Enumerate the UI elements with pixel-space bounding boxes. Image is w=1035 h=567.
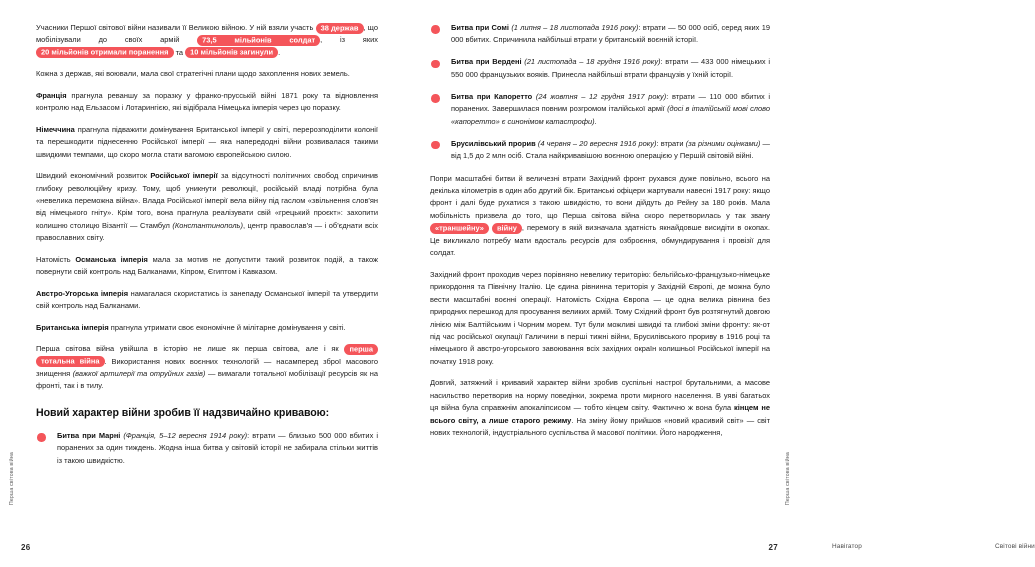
text-run: , перемогу в якій визначала здатність якнайдовше висидіти в окопах. Це викликало потребу мати вдосталь ресурсів для озброєння, обмундирування і провізії для солдат.	[430, 223, 770, 258]
list-item	[430, 56, 770, 81]
text-run: : втрати — 50 000 осіб, серед яких 19 000 вбитих. Спричинила найбільші втрати у британській воєнній історії.	[451, 23, 771, 45]
text-run: прагнула підважити домінування Британської імперії у світі, перерозподілити колонії та перешкодити піднесенню Російської імперії — яка напередодні війни розвивалася такими швидкими темпами, що скоро могла стати вагомою європейською силою.	[36, 124, 378, 159]
paragraph	[430, 269, 770, 369]
emphasis-bold: Німеччина	[36, 124, 75, 134]
text-run: мала за мотив не допустити такий розвиток подій, а також повернути свій контроль над Балканами, Кіпром, Єгиптом і Кавказом.	[36, 254, 378, 277]
paragraph	[36, 254, 378, 279]
list-item-text	[57, 431, 378, 465]
bullet-dot-icon	[431, 94, 440, 103]
emphasis-italic: (21 листопада – 18 грудня 1916 року)	[524, 57, 661, 67]
paragraph	[430, 377, 770, 439]
text-run: , центр православ'я — і об'єднати всіх православних світу.	[36, 220, 378, 243]
emphasis-bold: Битва при Сомі	[451, 23, 509, 32]
running-head-right: Перша світова війна	[785, 451, 791, 505]
footer-section-label: Світові війни	[995, 543, 1035, 550]
text-run: намагалася скористатись із занепаду Османської імперії та утвердити свій контроль над Балканами.	[36, 288, 378, 311]
bullet-dot-icon	[37, 433, 46, 442]
page-left	[0, 0, 400, 567]
emphasis-italic: (24 жовтня – 12 грудня 1917 року)	[535, 91, 667, 101]
text-run: .	[594, 116, 597, 126]
text-run: Перша світова війна увійшла в історію не лише як перша світова, але і як	[36, 344, 345, 354]
right-page-body	[430, 173, 770, 440]
emphasis-bold: кінцем не всього світу, а лише старого режиму	[430, 403, 770, 425]
text-run: Кожна з держав, які воювали, мала свої стратегічні плани щодо захоплення нових земель.	[36, 69, 350, 79]
paragraph	[430, 173, 770, 260]
text-run: Натомість	[36, 254, 76, 264]
bullet-dot-icon	[431, 60, 440, 69]
text-run: — від 1,5 до 2 млн осіб. Стала найкривавішою воєнною операцією у Першій світовій війні.	[451, 138, 770, 161]
emphasis-italic: (Константинополь)	[172, 220, 243, 230]
emphasis-bold: Османська імперія	[75, 254, 148, 264]
section-heading: Новий характер війни зробив її надзвичайно кривавою:	[36, 406, 330, 419]
paragraph	[36, 22, 378, 59]
text-run: Західний фронт проходив через порівняно невелику територію: бельгійсько-французько-німецьке прикордоння та Північну Італію. Це єдина рівнинна територія у Західній Європі, де можна було вести масштабні воєнні операції. Натомість Східна Європа — це одна велика рівнина без природних перешкод для просування великих армій. Тому Східний фронт був розтягнутий довгою лінією між Балтійським і Чорним морем. Тут були можливі швидкі та глибокі зміни фронту: як-от під час російської окупації Галичини в перші тижні війни, Брусилівського прориву в 1916 році та німецького й австро-угорського завоювання всіх західних окраїн колишньої Російської імперії на початку 1918 року.	[430, 269, 770, 366]
emphasis-bold: Австро-Угорська імперія	[36, 288, 129, 298]
emphasis-italic: (1 липня – 18 листопада 1916 року)	[511, 23, 639, 32]
running-head-left: Перша світова війна	[9, 451, 15, 505]
text-run: : втрати — 110 000 вбитих і поранених. Завершилася повним розгромом італійської армії	[451, 91, 770, 114]
paragraph	[36, 288, 378, 313]
highlighted-term: перша	[344, 344, 378, 355]
emphasis-bold: Російської імперії	[150, 171, 218, 181]
emphasis-bold: Битва при Капоретто	[451, 91, 533, 101]
highlighted-term: 38 держав	[316, 23, 364, 34]
text-run: .	[278, 47, 281, 57]
text-run: : втрати — близько 500 000 вбитих і поранених за один тиждень. Жодна інша битва у світовій історії не забирала стільки життів із такою швидкістю.	[57, 430, 378, 465]
text-run: . Використання нових воєнних технологій — насамперед зброї масового знищення	[36, 356, 378, 378]
page-number-right: 27	[768, 543, 778, 552]
list-item	[430, 138, 770, 163]
paragraph	[36, 170, 378, 245]
paragraph	[36, 68, 378, 80]
text-run: , із яких	[320, 35, 378, 45]
text-run: — вимагали тотальної мобілізації ресурсів як на фронті, так і в тилу.	[36, 368, 378, 391]
bullet-dot-icon	[431, 25, 440, 34]
text-run: : втрати	[656, 138, 686, 148]
text-run: за відсутності політичних свобод спричинив глибоку революційну кризу. Тому, щоб уникнути революції, російській владі потрібна була «невелика переможна війна». Влада Російської імперії вела війну під гаслом «звільнення слов'ян від німецького гніту». Крім того, вона прагнула реалізувати свій «грецький проєкт»: захопити колишню столицю Візантії — Стамбул	[36, 171, 378, 230]
battle-list-right	[430, 22, 770, 163]
list-item	[430, 91, 770, 128]
text-run: : втрати — 433 000 німецьких і 550 000 французьких вояків. Принесла найбільші втрати французів у їхній історії.	[451, 57, 770, 79]
list-item-text	[451, 23, 770, 44]
highlighted-term: 20 мільйонів отримали поранення	[36, 47, 174, 58]
emphasis-bold: Битва при Вердені	[451, 57, 522, 67]
text-run: , що мобілізували до своїх армій	[36, 23, 378, 45]
emphasis-italic: (4 червня – 20 вересня 1916 року)	[537, 138, 657, 148]
paragraph	[36, 90, 378, 115]
footer-nav-label: Навігатор	[832, 543, 862, 550]
battle-list-left	[36, 430, 378, 467]
emphasis-bold: Франція	[36, 90, 67, 100]
page-right	[400, 0, 1035, 567]
paragraph	[36, 343, 378, 393]
left-page-body	[36, 22, 378, 393]
text-run: Учасники Першої світової війни називали її Великою війною. У ній взяли участь	[36, 23, 316, 32]
list-item-text	[451, 92, 770, 126]
text-run: . На зміну йому прийшов «новий красивий світ» — світ нових технологій, індустріального суспільства й масової політики. Його народження,	[430, 415, 771, 438]
emphasis-italic: (Франція, 5–12 вересня 1914 року)	[123, 430, 248, 440]
list-item	[36, 430, 378, 467]
list-item-text	[451, 139, 770, 160]
bullet-dot-icon	[431, 141, 440, 150]
text-run: прагнула утримати своє економічне й мілітарне домінування у світі.	[108, 322, 346, 332]
highlighted-term: війну	[492, 223, 522, 234]
list-item	[430, 22, 770, 47]
highlighted-term: «траншейну»	[430, 223, 489, 234]
text-run: Попри масштабні битви й величезні втрати Західний фронт рухався дуже повільно, всього на декілька кілометрів в один або другий бік. Британські офіцери жартували навесні 1917 року: якщо фронт і далі буде рухатися з такою швидкістю, то вони дійдуть до Рейну за 180 років. Мала мобільність призвела до того, що Перша світова війна скоро перетворилась у так звану	[430, 173, 770, 220]
emphasis-italic: (за різними оцінками)	[685, 138, 761, 148]
text-run: прагнула реваншу за поразку у франко-прусській війні 1871 року та відновлення контролю над Ельзасом і Лотарингією, які відібрала Німецька імперія через цю поразку.	[36, 90, 378, 113]
emphasis-bold: Битва при Марні	[57, 430, 121, 440]
highlighted-term: тотальна війна	[36, 356, 105, 367]
highlighted-term: 10 мільйонів загинули	[185, 47, 278, 58]
text-run: Швидкий економічний розвиток	[36, 171, 151, 181]
page-number-left: 26	[21, 543, 31, 552]
emphasis-italic: (досі в італійській мові слово «капоретто» є синонімом катастрофи)	[451, 104, 770, 126]
paragraph	[36, 124, 378, 161]
paragraph	[36, 322, 378, 334]
text-run: та	[173, 47, 186, 57]
emphasis-italic: (важкої артилерії та отруйних газів)	[72, 368, 206, 378]
text-run: Довгий, затяжний і кривавий характер війни зробив суспільні настрої брутальними, а масове насильство перетворив на норму поведінки, зокрема проти мирного населення. В уяві багатьох ця війна була справжнім апокаліпсисом — тобто кінцем світу. Фактично ж вона була	[430, 378, 770, 413]
list-item-text	[451, 57, 770, 78]
emphasis-bold: Британська імперія	[36, 322, 109, 332]
highlighted-term: 73,5 мільйонів солдат	[197, 35, 320, 46]
emphasis-bold: Брусилівський прорив	[451, 138, 536, 148]
